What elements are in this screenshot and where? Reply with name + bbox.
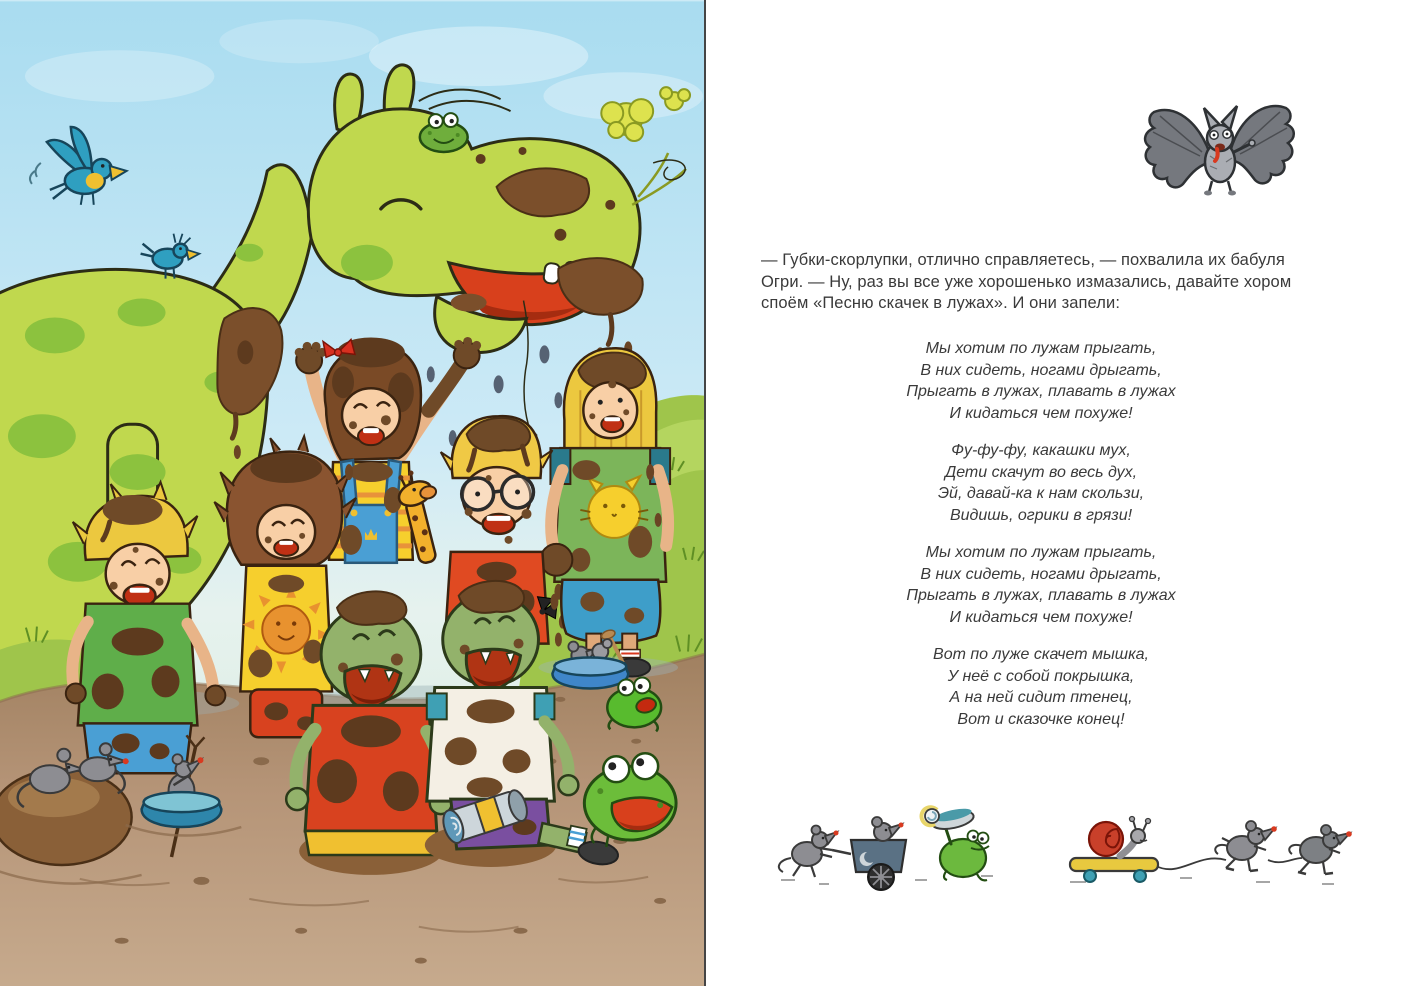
poem-line: В них сидеть, ногами дрыгать,: [920, 565, 1162, 583]
mouse-pushing-cart-icon: [779, 826, 839, 878]
poem-line: Вот по луже скачет мышка,: [933, 646, 1149, 663]
poem-line: Мы хотим по лужам прыгать,: [925, 340, 1157, 357]
paragraph-line: Огри. — Ну, раз вы все уже хорошенько измазались, давайте хором: [761, 272, 1292, 291]
poem-line: И кидаться чем похуже!: [949, 404, 1133, 422]
tow-rope: [1268, 858, 1302, 862]
poem-line: В них сидеть, ногами дрыгать,: [920, 361, 1162, 379]
poem-line: Прыгать в лужах, плавать в лужах: [906, 587, 1176, 604]
poem-line: И кидаться чем похуже!: [949, 608, 1133, 626]
poem-line: Дети скачут во весь дух,: [944, 463, 1138, 481]
bat-illustration: [1140, 92, 1300, 204]
poem-line: Прыгать в лужах, плавать в лужах: [906, 383, 1176, 400]
poem-line: Эй, давай-ка к нам скользи,: [937, 485, 1145, 502]
cart-icon: [832, 840, 906, 890]
poem-line: Вот и сказочке конец!: [957, 710, 1125, 728]
paragraph-line: споём «Песню скачек в лужах». И они запели:: [761, 294, 1121, 313]
right-page: [706, 0, 1410, 986]
dragon-mud-scene: [0, 0, 704, 986]
bat-icon: [1145, 106, 1294, 196]
poem-line: Мы хотим по лужам прыгать,: [925, 544, 1157, 561]
running-mouse-2-icon: [1289, 825, 1352, 874]
tow-rope: [1156, 858, 1226, 869]
poem-line: Фу-фу-фу, какашки мух,: [951, 442, 1131, 459]
snail-mice-illustration: [1060, 806, 1362, 890]
snail-on-skateboard-icon: [1070, 817, 1158, 883]
mouse-cart-frog-illustration: [775, 796, 1001, 892]
poem-stanza: [761, 440, 1321, 526]
frog-carrying-washtub-icon: [921, 806, 989, 880]
poem-line: А на ней сидит птенец,: [949, 689, 1133, 706]
running-mouse-1-icon: [1215, 821, 1277, 871]
poem-stanza: [761, 644, 1321, 730]
song-poem: [761, 338, 1321, 746]
poem-stanza: [761, 542, 1321, 628]
story-paragraph: [761, 250, 1336, 315]
poem-line: У неё с собой покрышка,: [947, 667, 1135, 685]
mouse-riding-in-cart-icon: [872, 817, 904, 841]
paragraph-line: — Губки-скорлупки, отлично справляетесь, — похвалила их бабуля: [761, 251, 1285, 269]
poem-stanza: [761, 338, 1321, 424]
poem-line: Видишь, огрики в грязи!: [949, 506, 1133, 524]
